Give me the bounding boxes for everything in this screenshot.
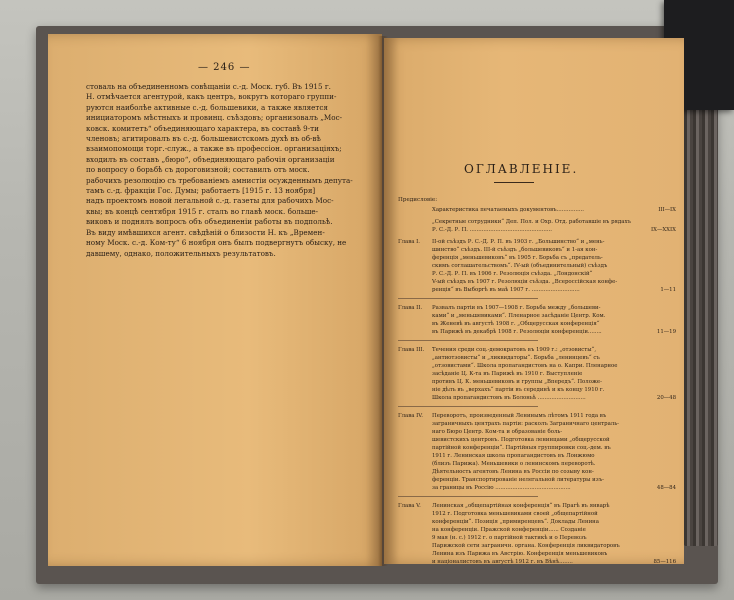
entry-line: въ Женевѣ въ августѣ 1908 г. „Общерусская конференцiя“ bbox=[432, 321, 600, 327]
chapter-label: Глава I. bbox=[398, 239, 421, 245]
chapter-label: Глава V. bbox=[398, 503, 421, 509]
chapter-label: Глава IV. bbox=[398, 413, 423, 419]
entry-pages: III—IX bbox=[658, 207, 676, 213]
entry-line: ференцiи. Транспортированiе нелегальной литературы изъ- bbox=[432, 477, 604, 483]
toc-entry bbox=[398, 238, 676, 294]
entry-separator bbox=[398, 340, 538, 341]
entry-text bbox=[432, 346, 646, 402]
page-number: — 246 — bbox=[198, 62, 251, 73]
entry-pages: 20—48 bbox=[656, 395, 676, 401]
entry-line: Характеристика печатаемыхъ документовъ................ bbox=[432, 207, 584, 213]
entry-line: наго Бюро Центр. Ком-та и образованiе боль- bbox=[432, 429, 563, 435]
toc-entry bbox=[398, 346, 676, 402]
text-line: ковск. комитетъ“ объединяющаго характера, въ составѣ 9-ти bbox=[86, 123, 319, 133]
entry-separator bbox=[398, 406, 538, 407]
entry-line: (близъ Парижа). Меньшевики о ленинскомъ переворотѣ. bbox=[432, 461, 596, 467]
text-line: входилъ въ составъ „бюро“, объединяющаго рабочiя организацiи bbox=[86, 154, 335, 164]
text-line: Н. отмѣчается агентурой, какъ центръ, вокругъ котораго группи- bbox=[86, 92, 337, 102]
entry-pages: 85—116 bbox=[653, 559, 676, 565]
text-line: взаимопомощи торг.-служ., а также въ профессiон. организацiяхъ; bbox=[86, 144, 342, 154]
left-page-text bbox=[86, 82, 356, 259]
toc-entry bbox=[398, 304, 676, 336]
text-line: виковъ и поднялъ вопросъ объ объединенiи работы въ подпольѣ. bbox=[86, 217, 333, 227]
right-page bbox=[384, 38, 684, 564]
entry-line: Дѣятельность агентовъ Ленина въ Россiи по созыву кон- bbox=[432, 469, 594, 475]
text-line: руются наиболѣе активные с.-д. большевики, а также является bbox=[86, 102, 328, 112]
left-page bbox=[48, 34, 382, 566]
entry-line: ренцiя“ въ Выборгѣ въ маѣ 1907 г. ............................ bbox=[432, 287, 580, 293]
entry-line: Школа пропагандистовъ въ Болоньѣ ............................ bbox=[432, 395, 586, 401]
table-of-contents bbox=[398, 196, 676, 570]
entry-line: ками“ и „меньшевиками“. Пленарное засѣданiе Центр. Ком. bbox=[432, 313, 606, 319]
entry-line: заграничныхъ центрахъ партiи: расколъ Заграничнаго централь- bbox=[432, 421, 619, 427]
toc-entry bbox=[398, 218, 676, 234]
entry-text bbox=[432, 502, 646, 566]
book-edge bbox=[684, 46, 718, 546]
entry-pages: 11—19 bbox=[656, 329, 676, 335]
toc-entry bbox=[398, 412, 676, 492]
entry-line: и нацiоналистовъ въ августѣ 1912 г. въ Вѣнѣ........ bbox=[432, 559, 573, 565]
entry-pages: 48—84 bbox=[656, 485, 676, 491]
entry-text bbox=[432, 238, 646, 294]
entry-line: „отзовистами“. Школа пропагандистовъ на о. Капри. Пленарное bbox=[432, 363, 618, 369]
entry-line: Парижской сети заграничн. органа. Конференцiя ликвидаторовъ bbox=[432, 543, 620, 549]
entry-line: скимъ соглашательствомъ“. IV-ый (объединительный) съѣздъ bbox=[432, 263, 608, 269]
entry-line: шевистскихъ центровъ. Подготовка ленинцами „общерусской bbox=[432, 437, 610, 443]
entry-line: „Секретные сотрудники“ Деп. Пол. и Охр. Отд. работавшiе въ рядахъ bbox=[432, 219, 631, 225]
text-line: рабочихъ резолюцiю съ требованiемъ амнистiи осужденнымъ депута- bbox=[86, 175, 353, 185]
entry-text bbox=[432, 412, 646, 492]
entry-line: въ Парижѣ въ декабрѣ 1908 г. Резолюцiи конференцiи........ bbox=[432, 329, 602, 335]
title-rule bbox=[494, 182, 534, 183]
entry-line: Р. С.-Д. Р. П. въ 1906 г. Резолюцiя съѣзда. „Лондонскiй“ bbox=[432, 271, 593, 277]
text-line: стоваль на объединенномъ совѣщанiи с.-д. Моск. губ. Въ 1915 г. bbox=[86, 82, 331, 91]
chapter-label bbox=[398, 218, 432, 234]
entry-text bbox=[432, 206, 646, 214]
chapter-label: Глава III. bbox=[398, 347, 425, 353]
preface-label: Предисловiе: bbox=[398, 197, 438, 203]
entry-line: Ленина изъ Парижа въ Австрiю. Конференцiя меньшевиковъ bbox=[432, 551, 608, 557]
text-line: Въ виду имѣвшихся агент. свѣдѣнiй о близости Н. къ „Времен- bbox=[86, 227, 325, 237]
text-line: квы; въ концѣ сентября 1915 г. сталъ во главѣ моск. больше- bbox=[86, 206, 319, 216]
entry-line: 9 мая (н. с.) 1912 г. о партiйной тактикѣ и о Перевозъ bbox=[432, 535, 587, 541]
entry-line: за границы въ Россiю ............................................ bbox=[432, 485, 571, 491]
entry-line: партiйной конференцiи“. Партiйныя группировки соц.-дем. въ bbox=[432, 445, 611, 451]
toc-entry bbox=[398, 206, 676, 214]
entry-text bbox=[432, 218, 646, 234]
entry-separator bbox=[398, 496, 538, 497]
chapter-label: Глава II. bbox=[398, 305, 423, 311]
text-line: давшему, однако, положительныхъ результатовъ. bbox=[86, 248, 276, 258]
text-line: ному Моск. с.-д. Ком-ту“ 6 ноября онъ былъ подвергнутъ обыску, не bbox=[86, 238, 347, 248]
text-line: по вопросу о борьбѣ съ дороговизной; составилъ отъ моск. bbox=[86, 165, 310, 175]
text-line: инициаторомъ мѣстныхъ и провинц. съѣздовъ; организовалъ „Мос- bbox=[86, 113, 343, 123]
entry-line: нiе дѣлъ въ „верхахъ“ партiи въ серединѣ и къ концу 1910 г. bbox=[432, 387, 605, 393]
entry-pages: 1—11 bbox=[660, 287, 676, 293]
entry-line: Развалъ партiи въ 1907—1908 г. Борьба между „большеви- bbox=[432, 305, 601, 311]
toc-entry bbox=[398, 502, 676, 566]
entry-line: II-ой съѣздъ Р. С.-Д. Р. П. въ 1903 г. „Большинство“ и „мень- bbox=[432, 239, 605, 245]
entry-line: 1911 г. Ленинская школа пропагандистовъ въ Лонжюмо bbox=[432, 453, 595, 459]
entry-separator bbox=[398, 298, 538, 299]
entry-line: конференцiи“. Позицiя „примиренцевъ“. Доклады Ленина bbox=[432, 519, 599, 525]
entry-line: Р. С.-Д. Р. П. ................................................ bbox=[432, 227, 552, 233]
entry-text bbox=[432, 304, 646, 336]
entry-line: „антиотзовисты“ и „ликвидаторы“. Борьба „ленинцевъ“ съ bbox=[432, 355, 600, 361]
text-line: тамъ с.-д. фракцiи Гос. Думы; работаетъ [1915 г. 13 ноября] bbox=[86, 186, 316, 196]
entry-line: Течения среди соц.-демократовъ въ 1909 г.: „отзовисты“, bbox=[432, 347, 597, 353]
entry-line: засѣданiе Ц. К-та въ Парижѣ въ 1910 г. Выступленiе bbox=[432, 371, 583, 377]
entry-line: противъ Ц. К. меньшевиковъ и группы „Впередъ“. Положе- bbox=[432, 379, 602, 385]
entry-line: Ленинская „общепартiйная конференцiя“ въ Прагѣ въ январѣ bbox=[432, 503, 610, 509]
entry-line: 1912 г. Подготовка меньшевиками своей „общепартiйной bbox=[432, 511, 598, 517]
text-line: членовъ; агитировалъ въ с.-д. большевистскомъ духѣ въ об-вѣ bbox=[86, 134, 321, 144]
toc-title: ОГЛАВЛЕНIЕ. bbox=[464, 162, 579, 176]
entry-line: на конференцiи. Пражской конференцiи...... Созданiе bbox=[432, 527, 586, 533]
entry-pages: IX—XXIX bbox=[650, 227, 676, 233]
entry-line: шинство“ съѣздъ. III-й съѣздъ „большевиковъ“ и 1-ая кон- bbox=[432, 247, 598, 253]
chapter-label bbox=[398, 206, 432, 214]
text-line: надъ проектомъ новой легальной с.-д. газеты для рабочихъ Мос- bbox=[86, 196, 334, 206]
entry-line: ференцiя „меньшевиковъ“ въ 1905 г. Борьба съ „предатель- bbox=[432, 255, 603, 261]
entry-line: Переворотъ, произведенный Ленинымъ лѣтомъ 1911 года въ bbox=[432, 413, 607, 419]
entry-line: V-ый съѣздъ въ 1907 г. Резолюцiи съѣзда. „Всероссiйская конфе- bbox=[432, 279, 618, 285]
